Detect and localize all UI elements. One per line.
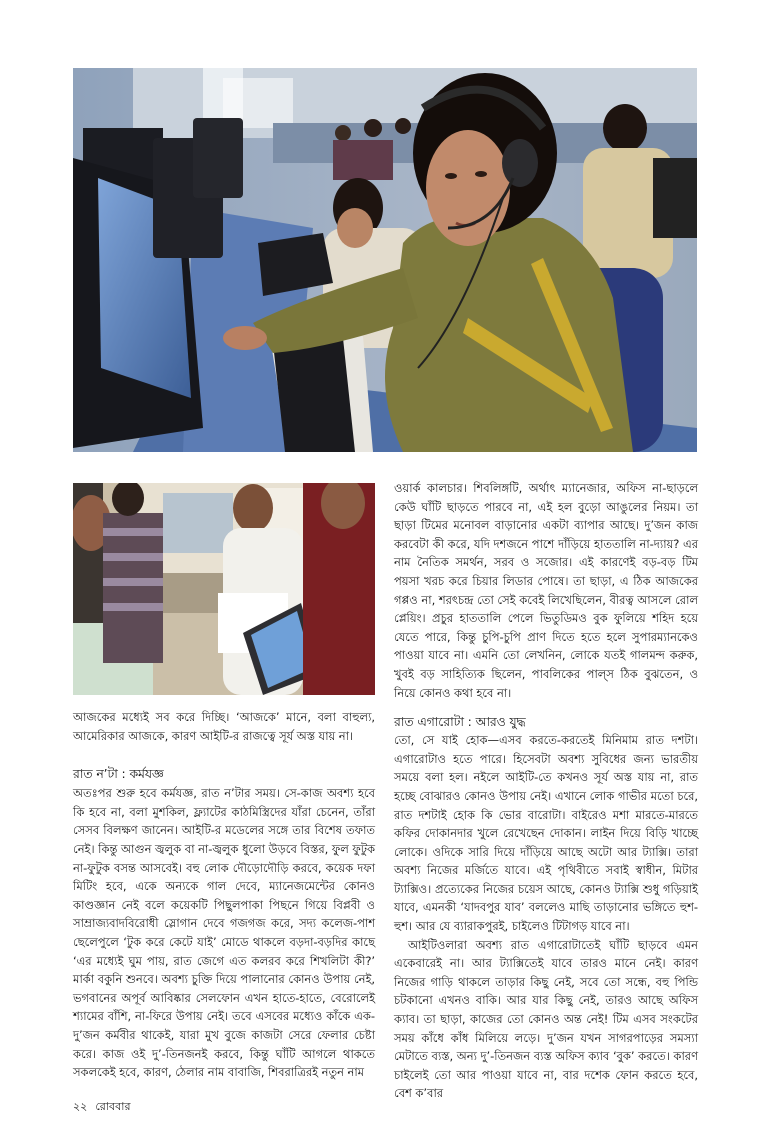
magazine-name: রোববার [95, 1100, 131, 1113]
work-culture-paragraph: ওয়ার্ক কালচার। শিবলিঙ্গটি, অর্থাৎ ম্যানেজার, অফিস না-ছাড়লে কেউ ঘাঁটি ছাড়তে পারবে না, এই হল বুড়ো আঙুলের নিয়ম। তা ছাড়া টিমের মনোবল বাড়ানোর একটা ব্যাপার আছে। দু’জন কাজ করবেটা কী করে, যদি দশজনে পাশে দাঁড়িয়ে হাততালি না-দ্যায়? এর নাম নৈতিক সমর্থন, সরব ও সজোর। এই কারণেই বড়-বড় টিম পয়সা খরচ করে চিয়ার লিডার পোষে। তা ছাড়া, এ ঠিক আজকের গপ্পও না, শরৎচন্দ্র তো সেই কবেই লিখেছিলেন, বীরত্ব আসলে রোল প্লেয়িং। প্রচুর হাততালি পেলে ভিতুডিমও বুক ফুলিয়ে শহিদ হয়ে যেতে পারে, কিন্তু চুপি-চুপি প্রাণ দিতে হতে হলে সুপারম্যানকেও পাওয়া যাবে না। এমনি তো লেখনিন, লোকে যতই গালমন্দ করুক, খুবই বড় সাহিত্যিক ছিলেন, পাবলিকের পাল্স ঠিক বুঝতেন, ও নিয়ে কোনও কথা হবে না। [394, 481, 698, 700]
left-text-column [73, 708, 375, 1082]
body-paragraph: অতঃপর শুরু হবে কর্মযজ্ঞ, রাত ন’টার সময়। সে-কাজ অবশ্য হবে কি হবে না, বলা মুশকিল, ফ্ল্যাটের কাঠমিস্ত্রিদের যাঁরা চেনেন, তাঁরা সেসব বিলক্ষণ জানেন। আইটি-র মডেলের সঙ্গে তার বিশেষ তফাত নেই। কিন্তু আগুন জ্বলুক বা না-জ্বলুক ধুলো উড়বে বিস্তর, ফুল ফুটুক না-ফুটুক বসন্ত আসবেই। বহু লোক দৌড়োদৌড়ি করবে, কয়েক দফা মিটিং হবে, একে অন্যকে গাল দেবে, ম্যানেজমেন্টের কোনও কাণ্ডজ্ঞান নেই বলে কয়েকটি পিছুলপাকা পিছনে গিয়ে বিপ্লবী ও সাম্রাজ্যবাদবিরোধী স্লোগান দেবে গজগজ করে, সদ্য কলেজ-পাশ ছেলেপুলে ‘টুক করে কেটে যাই’ মোডে থাকলে বড়দা-বড়দির কাছে ‘এর মধ্যেই ঘুম পায়, রাত জেগে এত কলরব করে শিখলিটা কী?’ মার্কা বকুনি শুনবে। অবশ্য চুক্তি দিয়ে পালানোর কোনও উপায় নেই, ভগবানের অপূর্ব আবিষ্কার সেলফোন এখন হাতে-হাতে, বেরোলেই শ্যামের বাঁশি, না-ফিরে উপায় নেই। তবে এসবের মধ্যেও কাঁকে এক-দু’জন কর্মবীর থাকেই, যারা মুখ বুজে কাজটা সেরে ফেলার চেষ্টা করে। কাজ ওই দু’-তিনজনই করবে, কিন্তু ঘাঁটি আগলে থাকতে সকলকেই হবে, কারণ, ঠেলার নাম বাবাজি, শিবরাত্রিরই নতুন নাম [73, 786, 375, 1080]
intro-paragraph: আজকের মধ্যেই সব করে দিচ্ছি। ‘আজকে’ মানে, বলা বাহুল্য, আমেরিকার আজকে, কারণ আইটি-র রাজত্বে সূর্য অস্ত যায় না। [73, 710, 375, 743]
night-paragraph: তো, সে যাই হোক—এসব করতে-করতেই মিনিমাম রাত দশটা। এগারোটাও হতে পারে। হিসেবটা অবশ্য সুবিধের জন্য ভারতীয় সময়ে বলা হল। নইলে আইটি-তে কখনও সূর্য অস্ত যায় না, রাত হচ্ছে বোঝারও কোনও উপায় নেই। এখানে লোক গাভীর মতো চরে, রাত দশটাই হোক কি ভোর বারোটা। বাইরেও মশা মারতে-মারতে কফির দোকানদার খুলে রেখেছেন দোকান। লাইন দিয়ে বিড়ি খাচ্ছে লোকে। ওদিকে সারি দিয়ে দাঁড়িয়ে আছে অটো আর ট্যাক্সি। তারা অবশ্য নিজের মর্জিতে যাবে। এই পৃথিবীতে সবাই স্বাধীন, মিটার ট্যাক্সিও। প্রত্যেকের নিজের চয়েস আছে, কোনও ট্যাক্সি শুধু গড়িয়াই যাবে, এমনকী ‘যাদবপুর যাব’ বললেও মাছি তাড়ানোর ভঙ্গিতে হুশ-হুশ। আর যে ব্যারাকপুরই, চাইলেও টিটাগড় যাবে না। [394, 733, 698, 934]
section-heading-nine-pm: রাত ন’টা : কর্মযজ্ঞ [73, 766, 164, 782]
office-photo [73, 483, 375, 695]
section-heading-eleven-pm: রাত এগারোটা : আরও যুদ্ধ [394, 714, 526, 730]
page-number: ২২ [73, 1100, 88, 1113]
office-illustration [73, 483, 375, 695]
call-center-illustration [73, 68, 697, 452]
right-text-column [394, 479, 698, 1103]
it-workers-paragraph: আইটিওলারা অবশ্য রাত এগারোটাতেই ঘাঁটি ছাড়বে এমন একেবারেই না। আর ট্যাক্সিতেই যাবে তারও মানে নেই। কারণ নিজের গাড়ি থাকলে তাড়ার কিছু নেই, সবে তো সন্ধে, বহু পিন্ডি চটকানো এখনও বাকি। আর যার কিছু নেই, তারও আছে অফিস ক্যাব। তা ছাড়া, কাজের তো কোনও অন্ত নেই! টিম এসব সংকটের সময় কাঁধে কাঁধ মিলিয়ে লড়ে। দু’জন যখন সাগরপাড়ের সমস্যা মেটাতে ব্যস্ত, অন্য দু’-তিনজন ব্যস্ত অফিস ক্যাব ‘বুক’ করতে। কারণ চাইলেই তো আর পাওয়া যাবে না, বার দশেক ফোন করতে হবে, বেশ ক’বার [394, 937, 698, 1101]
page-footer [73, 1098, 139, 1117]
call-center-photo [73, 68, 697, 452]
